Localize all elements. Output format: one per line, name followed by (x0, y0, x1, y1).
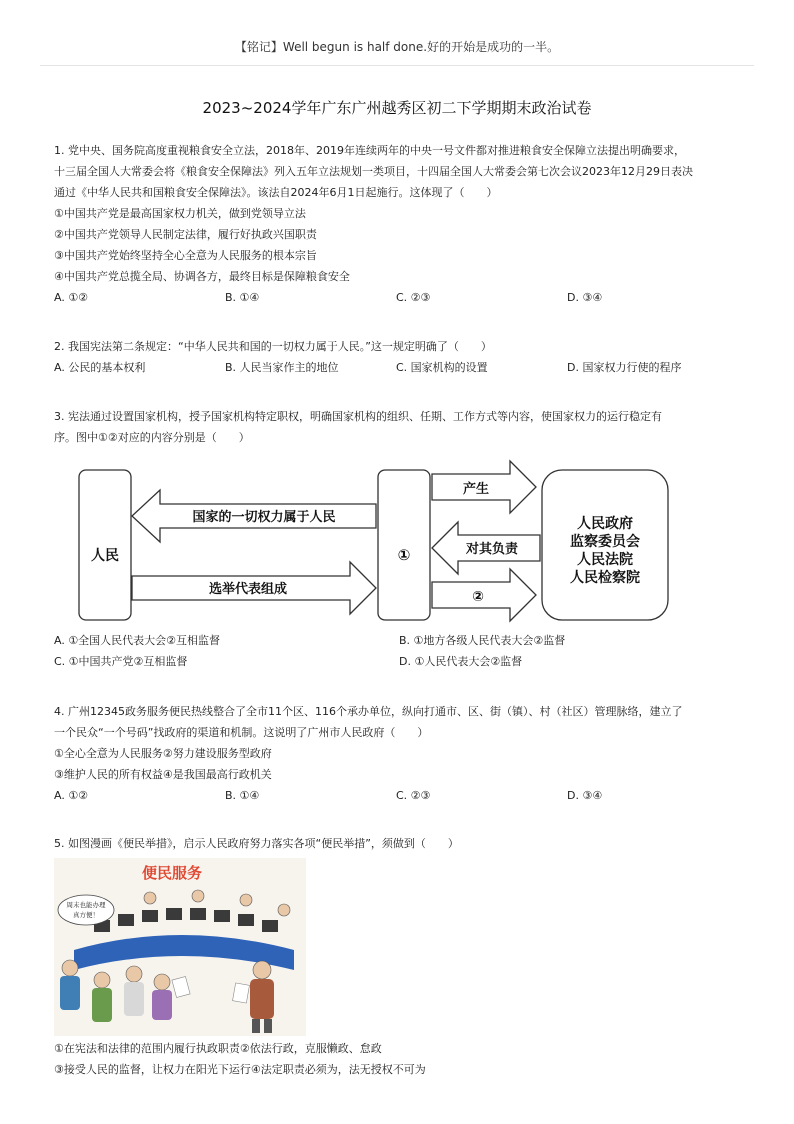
q4-stem-line-2: 一个民众“一个号码”找政府的渠道和机制。这说明了广州市人民政府（ ） (54, 726, 429, 739)
q5-stem: 5. 如图漫画《便民举措》，启示人民政府努力落实各项“便民举措”，须做到（ ） (54, 837, 459, 850)
q4-option-b[interactable]: B. ①④ (225, 789, 260, 802)
q5-statement-2: ③接受人民的监督，让权力在阳光下运行④法定职责必须为，法无授权不可为 (54, 1063, 426, 1076)
bubble-line-1: 周末也能办理 (66, 901, 106, 909)
q1-option-c[interactable]: C. ②③ (396, 291, 431, 304)
q1-statement-4: ④中国共产党总揽全局、协调各方，最终目标是保障粮食安全 (54, 270, 350, 283)
page-header: 【铭记】Well begun is half done.好的开始是成功的一半。 (234, 40, 560, 54)
q4-option-d[interactable]: D. ③④ (567, 789, 603, 802)
q1-option-b[interactable]: B. ①④ (225, 291, 260, 304)
q3-stem-line-2: 序。图中①②对应的内容分别是（ ） (54, 431, 250, 444)
diagram-arrow-power-label: 国家的一切权力属于人民 (192, 510, 336, 525)
q1-stem-line-2: 十三届全国人大常委会将《粮食安全保障法》列入五年立法规划一类项目，十四届全国人大常委会第七次会议2023年12月29日表决 (54, 165, 693, 178)
q5-cartoon-image (54, 858, 306, 1036)
question-4 (54, 701, 744, 806)
q2-option-c[interactable]: C. 国家机构的设置 (396, 361, 488, 374)
q4-statement-1: ①全心全意为人民服务②努力建设服务型政府 (54, 747, 272, 760)
q4-statement-2: ③维护人民的所有权益④是我国最高行政机关 (54, 768, 272, 781)
q4-options (54, 785, 744, 806)
q4-stem-line-1: 4. 广州12345政务服务便民热线整合了全市11个区、116个承办单位，纵向打通市、区、街（镇）、村（社区）管理脉络，建立了 (54, 705, 683, 718)
q5-statements (54, 1038, 744, 1080)
q3-option-d[interactable]: D. ①人民代表大会②监督 (399, 655, 523, 668)
diagram-right-line-4: 人民检察院 (570, 570, 640, 586)
diagram-people-box (79, 470, 131, 620)
q3-option-b[interactable]: B. ①地方各级人民代表大会②监督 (399, 634, 566, 647)
q1-statement-1: ①中国共产党是最高国家权力机关，做到党领导立法 (54, 207, 306, 220)
q5-statement-1: ①在宪法和法律的范围内履行执政职责②依法行政，克服懒政、怠政 (54, 1042, 382, 1055)
q1-statement-3: ③中国共产党始终坚持全心全意为人民服务的根本宗旨 (54, 249, 317, 262)
q4-option-c[interactable]: C. ②③ (396, 789, 431, 802)
bubble-line-2: 真方便！ (73, 911, 99, 919)
header-divider (40, 65, 754, 66)
speech-bubble (58, 895, 114, 925)
cartoon-title: 便民服务 (142, 864, 203, 882)
diagram-arrow-responsible-label: 对其负责 (465, 542, 519, 557)
q2-options (54, 357, 744, 378)
q1-options (54, 287, 744, 308)
q3-option-c[interactable]: C. ①中国共产党②互相监督 (54, 655, 188, 668)
diagram-right-line-1: 人民政府 (577, 516, 633, 532)
q1-option-a[interactable]: A. ①② (54, 291, 89, 304)
diagram-organ-box (378, 470, 430, 620)
q2-stem: 2. 我国宪法第二条规定：“中华人民共和国的一切权力属于人民。”这一规定明确了（ ） (54, 340, 492, 353)
diagram-arrow-two (432, 569, 536, 621)
question-2 (54, 336, 744, 378)
q1-stem-line-3: 通过《中华人民共和国粮食安全保障法》。该法自2024年6月1日起施行。这体现了（ ） (54, 186, 498, 199)
diagram-arrow-two-label: ② (472, 589, 484, 605)
q3-options (54, 630, 744, 672)
q1-option-d[interactable]: D. ③④ (567, 291, 603, 304)
q2-option-a[interactable]: A. 公民的基本权利 (54, 361, 146, 374)
diagram-organ-label: ① (397, 546, 411, 564)
q1-statement-2: ②中国共产党领导人民制定法律，履行好执政兴国职责 (54, 228, 317, 241)
q2-option-d[interactable]: D. 国家权力行使的程序 (567, 361, 682, 374)
diagram-right-line-2: 监察委员会 (570, 534, 640, 550)
q2-option-b[interactable]: B. 人民当家作主的地位 (225, 361, 339, 374)
q3-option-a[interactable]: A. ①全国人民代表大会②互相监督 (54, 634, 221, 647)
diagram-right-line-3: 人民法院 (577, 552, 633, 568)
q3-stem-line-1: 3. 宪法通过设置国家机构，授予国家机构特定职权，明确国家机构的组织、任期、工作方式等内容，使国家权力的运行稳定有 (54, 410, 662, 423)
question-5 (54, 833, 744, 854)
page-title: 2023~2024学年广东广州越秀区初二下学期期末政治试卷 (202, 99, 592, 117)
question-3 (54, 406, 744, 448)
q1-stem-line-1: 1. 党中央、国务院高度重视粮食安全立法，2018年、2019年连续两年的中央一号文件都对推进粮食安全保障立法提出明确要求， (54, 144, 685, 157)
diagram-people-label: 人民 (91, 548, 119, 564)
q3-diagram (78, 458, 670, 624)
diagram-arrow-produce-label: 产生 (462, 482, 490, 497)
question-1 (54, 140, 744, 308)
q4-option-a[interactable]: A. ①② (54, 789, 89, 802)
diagram-arrow-elect-label: 选举代表组成 (208, 582, 288, 597)
